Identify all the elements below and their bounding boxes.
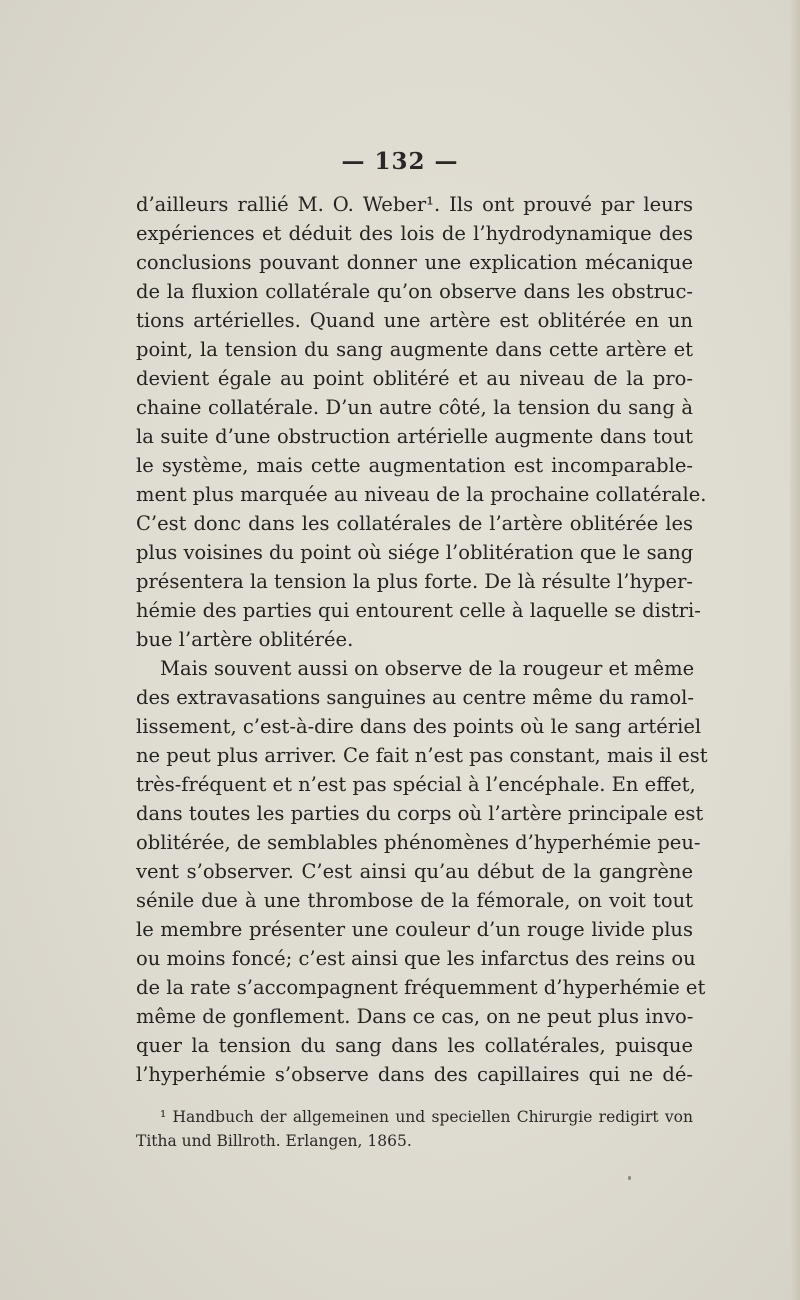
- text-line: la suite d’une obstruction artérielle augmente dans tout: [136, 425, 693, 448]
- page-number: — 132 —: [341, 148, 459, 175]
- text-line: devient égale au point oblitéré et au niveau de la pro-: [136, 367, 693, 390]
- text-line: très-fréquent et n’est pas spécial à l’encéphale. En effet,: [136, 773, 696, 796]
- text-line: chaine collatérale. D’un autre côté, la tension du sang à: [136, 396, 693, 419]
- text-line: l’hyperhémie s’observe dans des capillaires qui ne dé-: [136, 1063, 693, 1086]
- text-line: expériences et déduit des lois de l’hydrodynamique des: [136, 222, 693, 245]
- text-line: de la rate s’accompagnent fréquemment d’hyperhémie et: [136, 976, 706, 999]
- text-line: hémie des parties qui entourent celle à laquelle se distri-: [136, 599, 701, 622]
- text-line: point, la tension du sang augmente dans cette artère et: [136, 338, 693, 361]
- text-line: quer la tension du sang dans les collatérales, puisque: [136, 1034, 693, 1057]
- text-line: vent s’observer. C’est ainsi qu’au début de la gangrène: [136, 860, 693, 883]
- text-line: bue l’artère oblitérée.: [136, 628, 354, 651]
- text-line: conclusions pouvant donner une explication mécanique: [136, 251, 693, 274]
- text-line: présentera la tension la plus forte. De là résulte l’hyper-: [136, 570, 693, 593]
- text-line: oblitérée, de semblables phénomènes d’hyperhémie peu-: [136, 831, 701, 854]
- text-line: des extravasations sanguines au centre même du ramol-: [136, 686, 694, 709]
- text-line: tions artérielles. Quand une artère est oblitérée en un: [136, 309, 693, 332]
- paragraph-start-line: Mais souvent aussi on observe de la rougeur et même: [160, 657, 695, 680]
- text-line: le membre présenter une couleur d’un rouge livide plus: [136, 918, 693, 941]
- text-line: de la fluxion collatérale qu’on observe dans les obstruc-: [136, 280, 693, 303]
- footnote-line: Titha und Billroth. Erlangen, 1865.: [136, 1132, 412, 1150]
- footnote-line: ¹ Handbuch der allgemeinen und speciellen Chirurgie redigirt von: [160, 1108, 693, 1126]
- text-line: plus voisines du point où siége l’oblitération que le sang: [136, 541, 694, 564]
- text-line: ment plus marquée au niveau de la prochaine collatérale.: [136, 483, 707, 506]
- text-line: sénile due à une thrombose de la fémorale, on voit tout: [136, 889, 693, 912]
- text-line: d’ailleurs rallié M. O. Weber¹. Ils ont prouvé par leurs: [136, 193, 693, 216]
- paper-speck: [628, 1176, 631, 1180]
- text-line: même de gonflement. Dans ce cas, on ne peut plus invo-: [136, 1005, 694, 1028]
- page-edge-shadow: [790, 0, 800, 1300]
- text-line: dans toutes les parties du corps où l’artère principale est: [136, 802, 704, 825]
- text-line: le système, mais cette augmentation est incomparable-: [136, 454, 693, 477]
- text-line: ne peut plus arriver. Ce fait n’est pas constant, mais il est: [136, 744, 708, 767]
- text-line: C’est donc dans les collatérales de l’artère oblitérée les: [136, 512, 693, 535]
- text-line: ou moins foncé; c’est ainsi que les infarctus des reins ou: [136, 947, 696, 970]
- text-line: lissement, c’est-à-dire dans des points où le sang artériel: [136, 715, 702, 738]
